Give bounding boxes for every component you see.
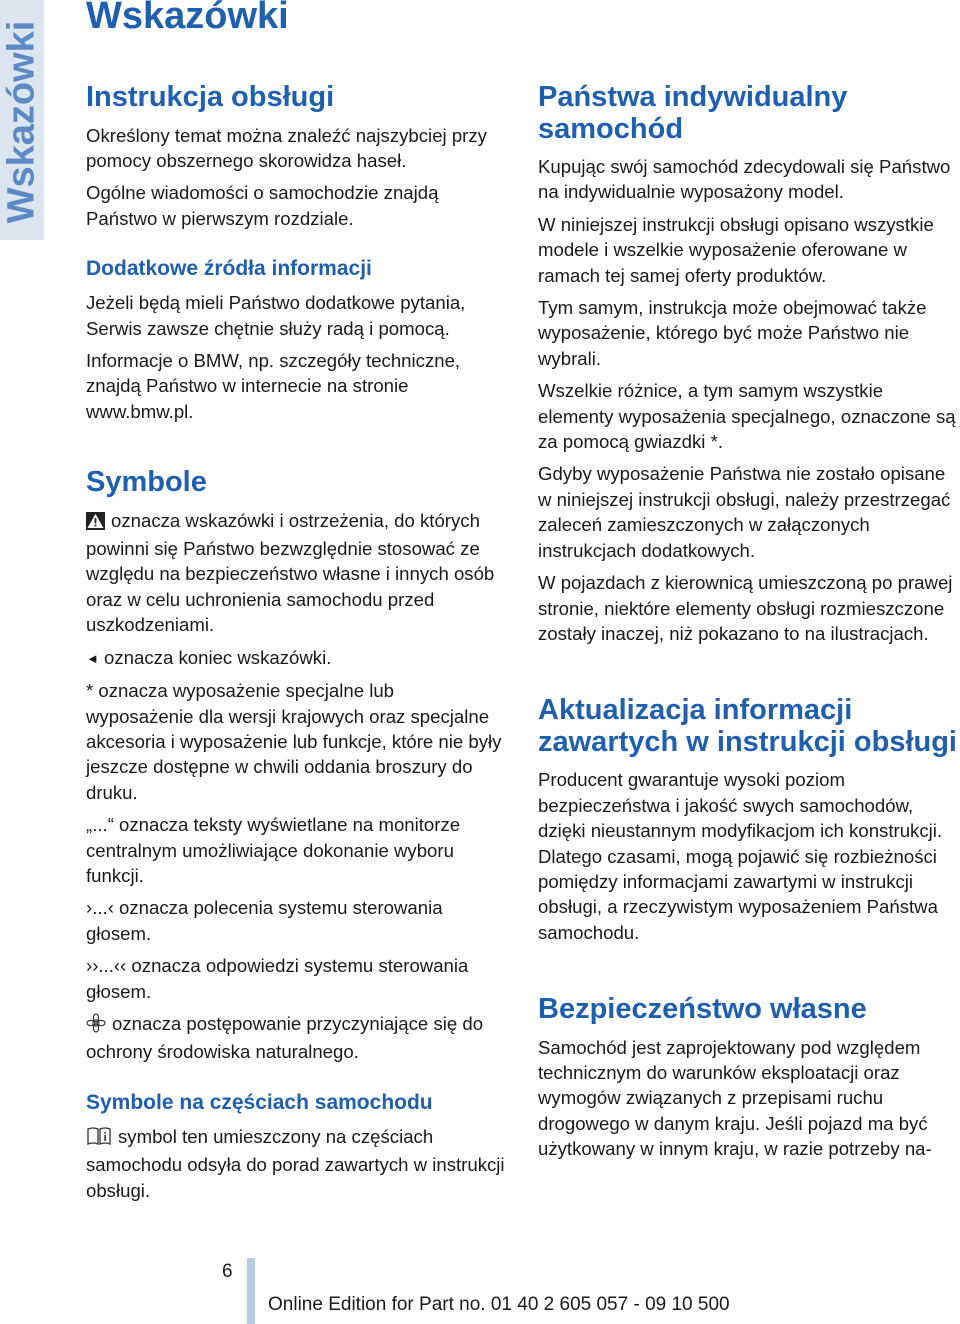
symbol-end-text: oznacza koniec wskazówki. <box>104 646 332 668</box>
side-tab <box>0 0 44 240</box>
paragraph: Informacje o BMW, np. szczegóły techniczne, znajdą Państwo w internecie na stronie www.bmw.pl. <box>86 349 461 422</box>
paragraph: W niniejszej instrukcji obsługi opisano wszystkie modele i wszelkie wyposażenie oferowane w ramach tej samej oferty produktów. <box>538 213 934 286</box>
left-column <box>86 82 506 1210</box>
section-heading-symbole-czesci: Symbole na częściach samochodu <box>86 1090 433 1114</box>
paragraph: Gdyby wyposażenie Państwa nie zostało opisane w niniejszej instrukcji obsługi, należy przestrzegać zaleceń zamieszczonych w załączonych instrukcjach dodatkowych. <box>538 463 951 561</box>
symbol-book-entry <box>86 1124 506 1203</box>
symbol-voice-response-text: ››...‹‹ oznacza odpowiedzi systemu sterowania głosem. <box>86 955 469 1002</box>
page-title: Wskazówki <box>86 0 289 37</box>
symbol-book-text: symbol ten umieszczony na częściach samochodu odsyła do porad zawartych w instrukcji obsługi. <box>86 1125 505 1201</box>
symbol-eco-text: oznacza postępowanie przyczyniające się do ochrony środowiska naturalnego. <box>86 1012 484 1063</box>
paragraph: Samochód jest zaprojektowany pod względem technicznym do warunków eksploatacji oraz wymogów związanych z przepisami ruchu drogowego w danym kraju. Jeśli pojazd ma być użytkowany w innym kraju, w razie potrzeby na- <box>538 1036 932 1160</box>
end-of-note-arrow-icon: ◄ <box>86 650 99 666</box>
symbol-quotes-text: „...“ oznacza teksty wyświetlane na monitorze centralnym umożliwiające dokonanie wyboru funkcji. <box>86 814 461 886</box>
paragraph: Ogólne wiadomości o samochodzie znajdą Państwo w pierwszym rozdziale. <box>86 182 439 229</box>
symbol-voice-command-text: ›...‹ oznacza polecenia systemu sterowania głosem. <box>86 897 443 944</box>
symbol-asterisk-text: * oznacza wyposażenie specjalne lub wyposażenie dla wersji krajowych oraz specjalne akcesoria i wyposażenie lub funkcje, które nie były jeszcze dostępne w chwili oddania broszury do druku. <box>86 680 502 803</box>
section-heading-indywidualny: Państwa indywidualny samochód <box>538 81 848 145</box>
paragraph: Określony temat można znaleźć najszybciej przy pomocy obszernego skorowidza haseł. <box>86 124 487 171</box>
section-heading-zrodla: Dodatkowe źródła informacji <box>86 257 372 281</box>
paragraph: Producent gwarantuje wysoki poziom bezpieczeństwa i jakość swych samochodów, dzięki nieustannym modyfikacjom ich konstrukcji. Dlatego czasami, mogą pojawić się rozbieżności pomiędzy informacjami zawartymi w instrukcji obsługi, a rzeczywistym wyposażeniem Państwa samochodu. <box>538 769 943 943</box>
paragraph: Kupując swój samochód zdecydowali się Państwo na indywidualnie wyposażony model. <box>538 156 951 203</box>
paragraph: Tym samym, instrukcja może obejmować także wyposażenie, którego być może Państwo nie wybrali. <box>538 297 927 369</box>
symbol-warning-text: oznacza wskazówki i ostrzeżenia, do których powinni się Państwo bezwzględnie stosować ze względu na bezpieczeństwo własne i innych osób oraz w celu uchronienia samochodu przed uszkodzeniami. <box>86 509 495 636</box>
symbol-warning-entry <box>86 508 506 638</box>
section-heading-aktualizacja: Aktualizacja informacji zawartych w instrukcji obsługi <box>538 694 957 758</box>
paragraph: W pojazdach z kierownicą umieszczoną po prawej stronie, niektóre elementy obsługi rozmieszczone zostały inaczej, niż pokazano to na ilustracjach. <box>538 572 953 644</box>
page-number: 6 <box>222 1261 233 1282</box>
section-heading-instrukcja: Instrukcja obsługi <box>86 81 335 113</box>
section-heading-symbole: Symbole <box>86 466 207 499</box>
paragraph: Jeżeli będą mieli Państwo dodatkowe pytania, Serwis zawsze chętnie służy radą i pomocą. <box>86 292 466 339</box>
footer-bar <box>247 1258 255 1324</box>
manual-book-icon <box>86 1126 112 1152</box>
footer-edition-text: Online Edition for Part no. 01 40 2 605 057 - 09 10 500 <box>268 1294 730 1315</box>
warning-triangle-icon <box>86 511 105 536</box>
environment-icon <box>86 1013 106 1039</box>
symbol-eco-entry <box>86 1011 506 1065</box>
paragraph: Wszelkie różnice, a tym samym wszystkie elementy wyposażenia specjalnego, oznaczone są za pomocą gwiazdki *. <box>538 380 956 453</box>
side-tab-label: Wskazówki <box>0 20 43 224</box>
right-column <box>538 82 960 1169</box>
section-heading-bezpieczenstwo: Bezpieczeństwo własne <box>538 993 867 1026</box>
symbol-end-entry <box>86 645 506 671</box>
